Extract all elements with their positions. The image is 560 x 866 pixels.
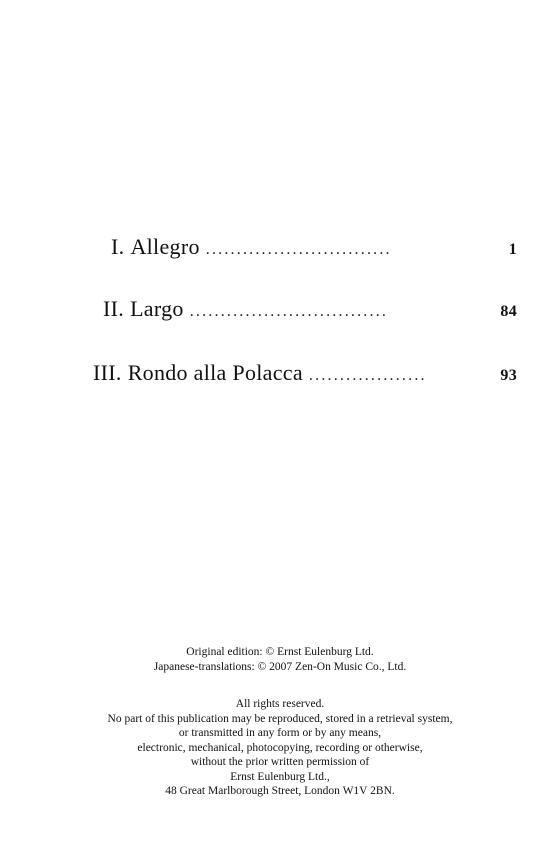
page-number: 84 [500,303,517,320]
dot-leader: .............................. [205,241,392,258]
rights-line: without the prior written permission of [190,756,370,768]
rights-line: or transmitted in any form or by any means, [178,727,382,739]
rights-line: electronic, mechanical, photocopying, recording or otherwise, [137,741,423,754]
dot-leader: ................................ [189,303,389,320]
movement-title: Allegro [130,234,200,259]
toc-entry-largo[interactable] [103,296,517,322]
movement-numeral: III. [93,360,122,385]
original-edition-line: Original edition: © Ernst Eulenburg Ltd. [186,646,374,658]
movement-numeral: II. [103,296,125,321]
rights-notice [0,697,560,799]
rights-line: All rights reserved. [235,698,325,710]
rights-line: 48 Great Marlborough Street, London W1V 2BN. [165,785,395,797]
movement-numeral: I. [111,234,125,259]
edition-notice [0,645,560,674]
page-number: 93 [500,367,517,384]
rights-line: Ernst Eulenburg Ltd., [230,770,330,783]
movement-title: Largo [130,296,184,321]
movement-title: Rondo alla Polacca [127,360,303,385]
page-number: 1 [508,241,517,258]
rights-line: No part of this publication may be reproduced, stored in a retrieval system, [107,712,453,725]
toc-entry-allegro[interactable] [111,234,517,260]
toc-entry-rondo-alla-polacca[interactable] [93,360,517,386]
japanese-translation-line: Japanese-translations: © 2007 Zen-On Music Co., Ltd. [153,660,407,673]
dot-leader: ................... [308,367,427,384]
